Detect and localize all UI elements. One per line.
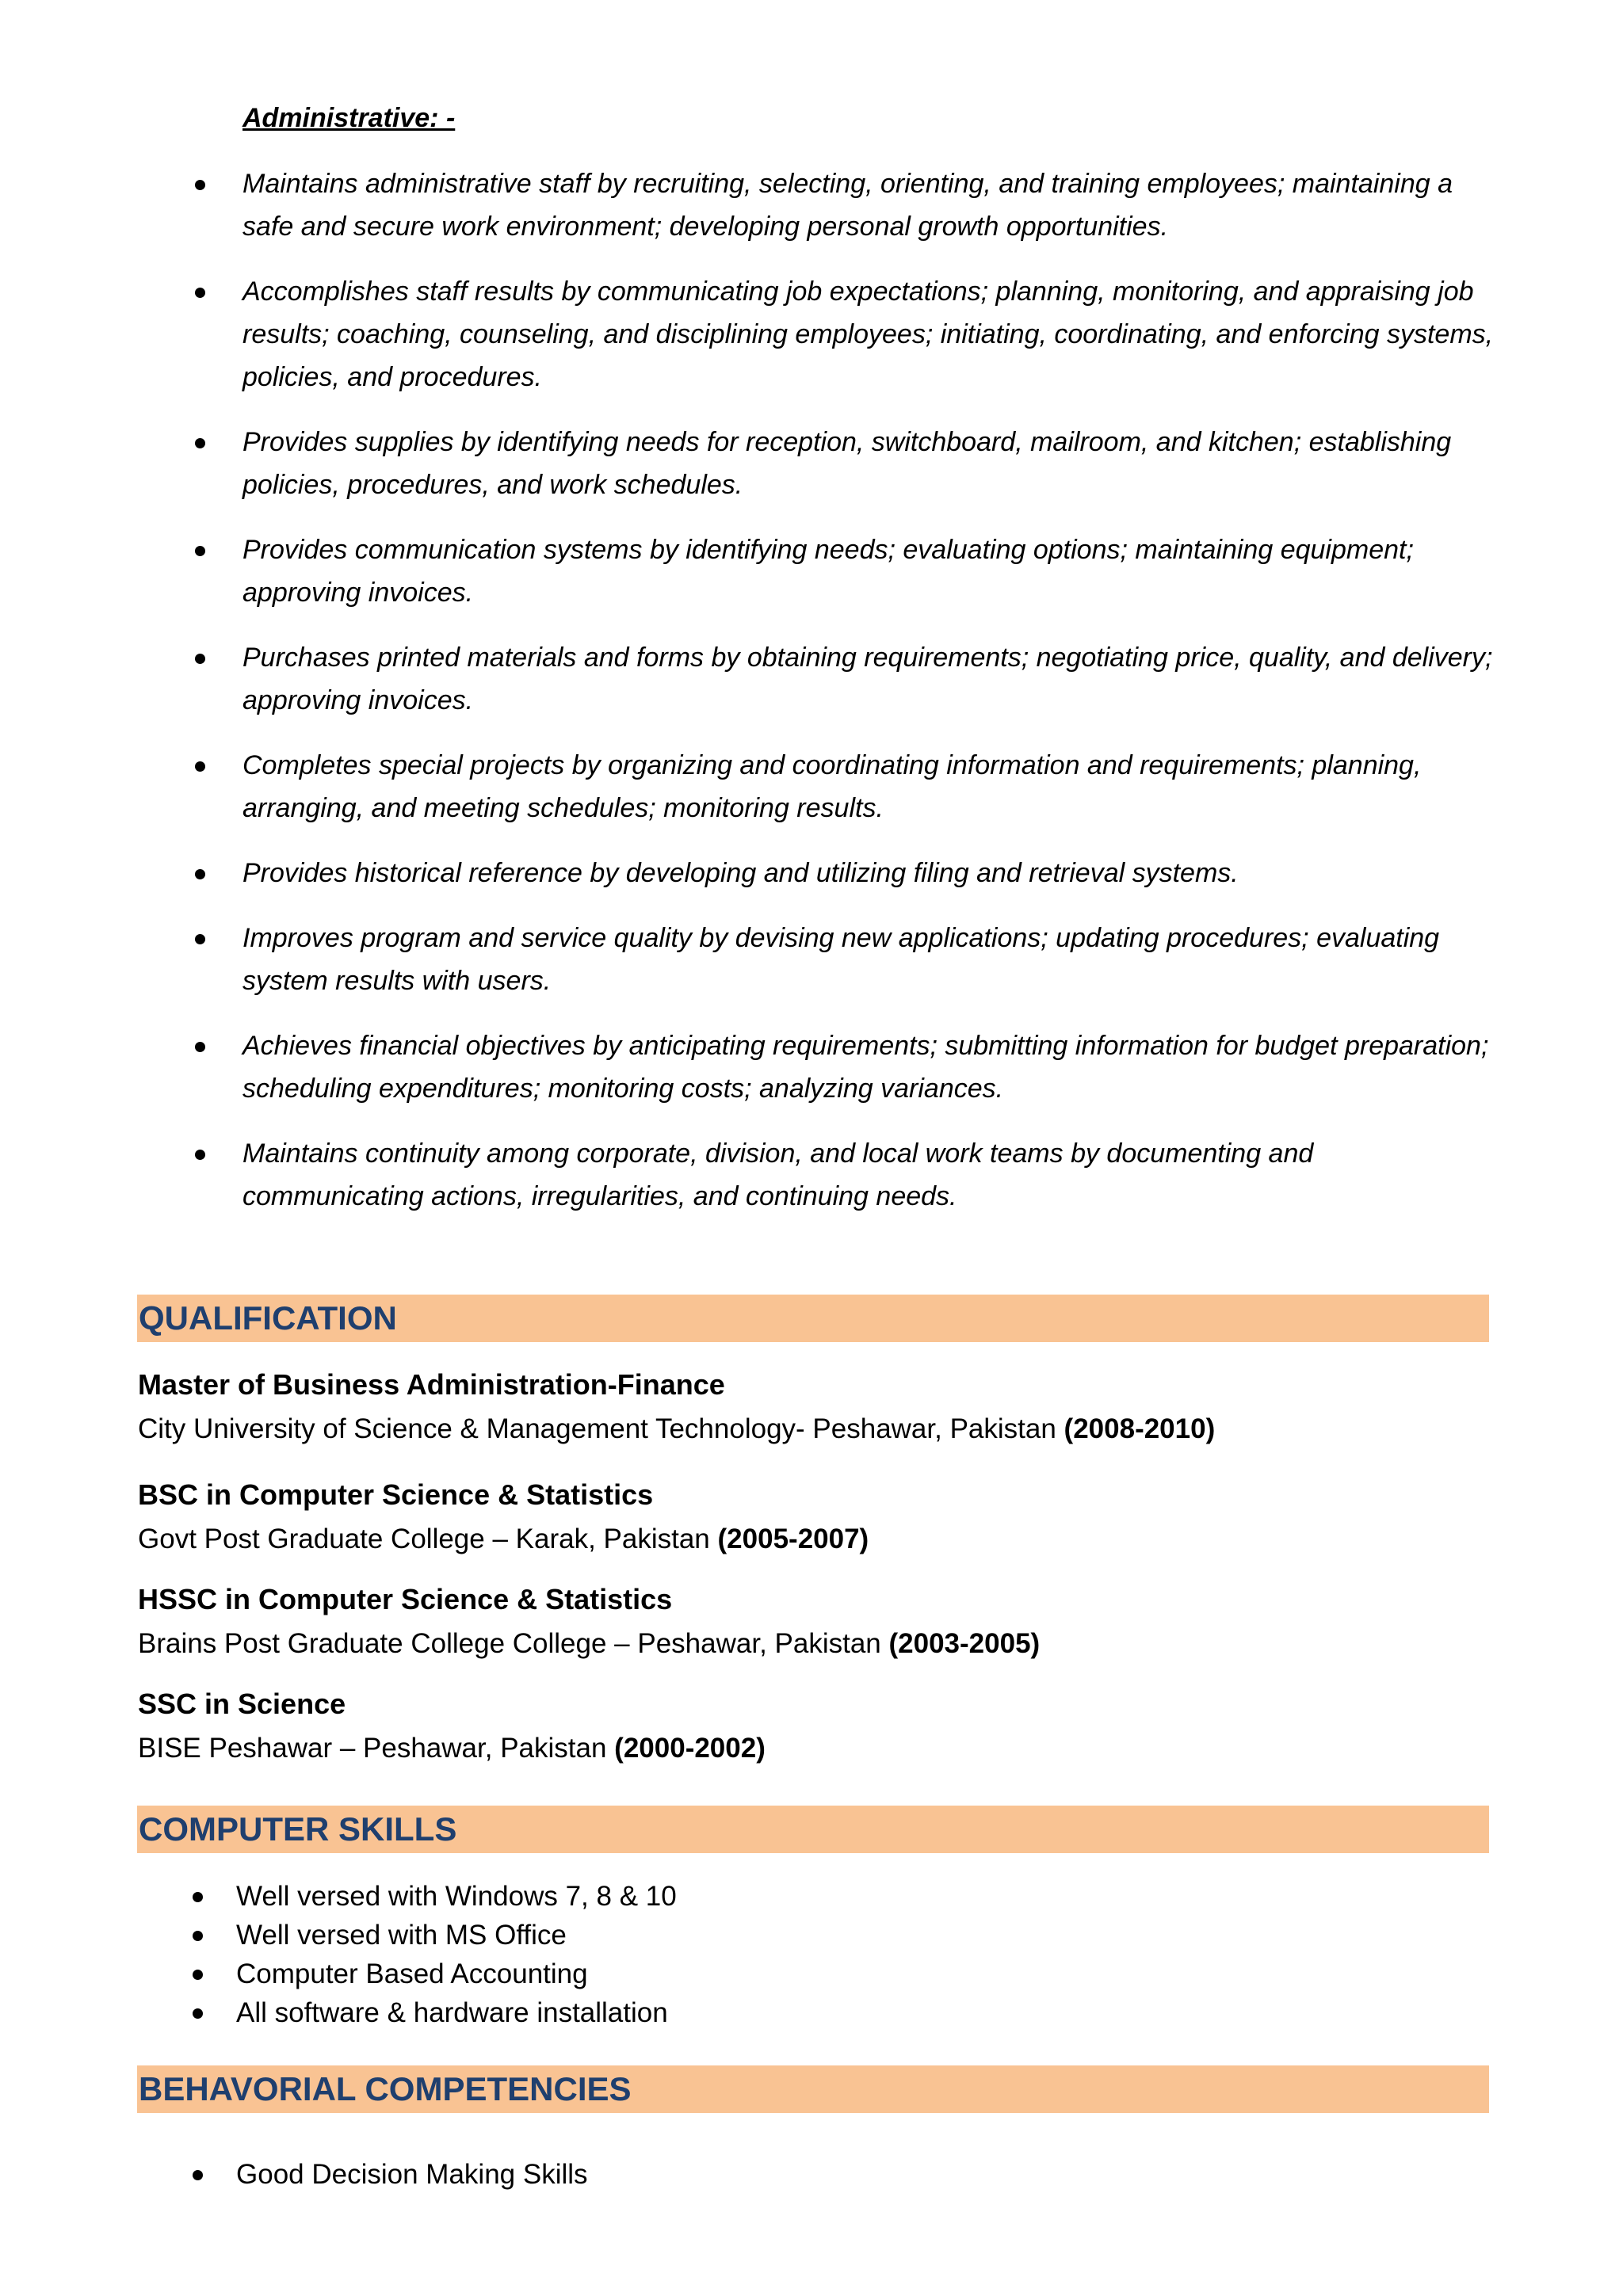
- bullet-icon: [193, 1970, 203, 1980]
- list-item: [0, 1024, 1495, 1110]
- degree-title: HSSC in Computer Science & Statistics: [138, 1583, 673, 1615]
- institution-name: Govt Post Graduate College – Karak, Pakistan: [138, 1524, 710, 1554]
- behavioral-competencies-list: [0, 2155, 1268, 2194]
- qualification-entry: [138, 1365, 1485, 1449]
- duty-text: Provides supplies by identifying needs for reception, switchboard, mailroom, and kitchen; establishing policies, procedures, and work schedules.: [242, 427, 1452, 500]
- section-title: QUALIFICATION: [139, 1299, 397, 1337]
- skill-text: Well versed with MS Office: [236, 1920, 567, 1951]
- bullet-icon: [193, 1931, 203, 1941]
- bullet-icon: [193, 2008, 203, 2019]
- duty-text: Purchases printed materials and forms by obtaining requirements; negotiating price, quality, and delivery; approving invoices.: [242, 643, 1493, 715]
- bullet-icon: [195, 654, 205, 664]
- competency-text: Good Decision Making Skills: [236, 2159, 588, 2190]
- institution-name: Brains Post Graduate College College – Peshawar, Pakistan: [138, 1628, 881, 1659]
- skill-text: Well versed with Windows 7, 8 & 10: [236, 1881, 677, 1912]
- list-item: [0, 528, 1495, 614]
- institution-line: [138, 1729, 1485, 1768]
- bullet-icon: [195, 438, 205, 448]
- duty-text: Provides communication systems by identifying needs; evaluating options; maintaining equipment; approving invoices.: [242, 535, 1414, 608]
- list-item: [0, 1916, 1268, 1955]
- bullet-icon: [195, 1150, 205, 1160]
- list-item: [0, 1132, 1495, 1218]
- bullet-icon: [195, 1042, 205, 1052]
- duty-text: Maintains administrative staff by recruiting, selecting, orienting, and training employees; maintaining a safe and secure work environment; developing personal growth opportunities.: [242, 169, 1453, 242]
- study-years: (2000-2002): [614, 1733, 766, 1764]
- bullet-icon: [195, 180, 205, 190]
- bullet-icon: [195, 869, 205, 879]
- bullet-icon: [195, 761, 205, 772]
- behavioral-competencies-header: [137, 2065, 1489, 2113]
- degree-title: Master of Business Administration-Finance: [138, 1368, 725, 1401]
- section-title: COMPUTER SKILLS: [139, 1810, 457, 1848]
- qualification-header: [137, 1295, 1489, 1342]
- list-item: [0, 270, 1495, 399]
- list-item: [0, 1877, 1268, 1916]
- degree-title: BSC in Computer Science & Statistics: [138, 1478, 654, 1511]
- duty-text: Provides historical reference by developing and utilizing filing and retrieval systems.: [242, 858, 1239, 888]
- list-item: [0, 852, 1495, 894]
- qualification-entry: [138, 1475, 1485, 1559]
- institution-line: [138, 1624, 1485, 1664]
- duty-text: Completes special projects by organizing and coordinating information and requirements; planning, arranging, and meeting schedules; monitoring results.: [242, 750, 1422, 823]
- qualification-entry: [138, 1684, 1485, 1768]
- list-item: [0, 744, 1495, 830]
- list-item: [0, 636, 1495, 722]
- qualification-entry: [138, 1580, 1485, 1664]
- institution-name: City University of Science & Management Technology- Peshawar, Pakistan: [138, 1413, 1056, 1444]
- list-item: [0, 2155, 1268, 2194]
- administrative-heading: Administrative: -: [242, 103, 456, 133]
- bullet-icon: [195, 288, 205, 298]
- list-item: [0, 162, 1495, 248]
- bullet-icon: [195, 934, 205, 944]
- list-item: [0, 1993, 1268, 2032]
- duty-text: Improves program and service quality by devising new applications; updating procedures; evaluating system results with users.: [242, 923, 1440, 996]
- list-item: [0, 917, 1495, 1002]
- computer-skills-list: [0, 1877, 1268, 2032]
- skill-text: Computer Based Accounting: [236, 1958, 588, 1989]
- institution-line: [138, 1520, 1485, 1559]
- institution-name: BISE Peshawar – Peshawar, Pakistan: [138, 1733, 607, 1764]
- duty-text: Maintains continuity among corporate, division, and local work teams by documenting and communicating actions, irregularities, and continuing needs.: [242, 1138, 1314, 1211]
- bullet-icon: [195, 546, 205, 556]
- section-title: BEHAVORIAL COMPETENCIES: [139, 2070, 632, 2107]
- list-item: [0, 1955, 1268, 1993]
- skill-text: All software & hardware installation: [236, 1997, 668, 2028]
- bullet-icon: [193, 1892, 203, 1902]
- bullet-icon: [193, 2170, 203, 2180]
- study-years: (2003-2005): [888, 1628, 1041, 1659]
- institution-line: [138, 1409, 1485, 1449]
- duty-text: Accomplishes staff results by communicating job expectations; planning, monitoring, and appraising job results; coaching, counseling, and disciplining employees; initiating, coordinating, and enforcing systems, policies, and procedures.: [242, 277, 1494, 392]
- computer-skills-header: [137, 1806, 1489, 1853]
- degree-title: SSC in Science: [138, 1688, 346, 1720]
- study-years: (2008-2010): [1064, 1413, 1216, 1444]
- list-item: [0, 421, 1495, 506]
- study-years: (2005-2007): [717, 1524, 869, 1554]
- administrative-duties-list: [0, 162, 1623, 1240]
- duty-text: Achieves financial objectives by anticipating requirements; submitting information for budget preparation; scheduling expenditures; monitoring costs; analyzing variances.: [242, 1031, 1489, 1104]
